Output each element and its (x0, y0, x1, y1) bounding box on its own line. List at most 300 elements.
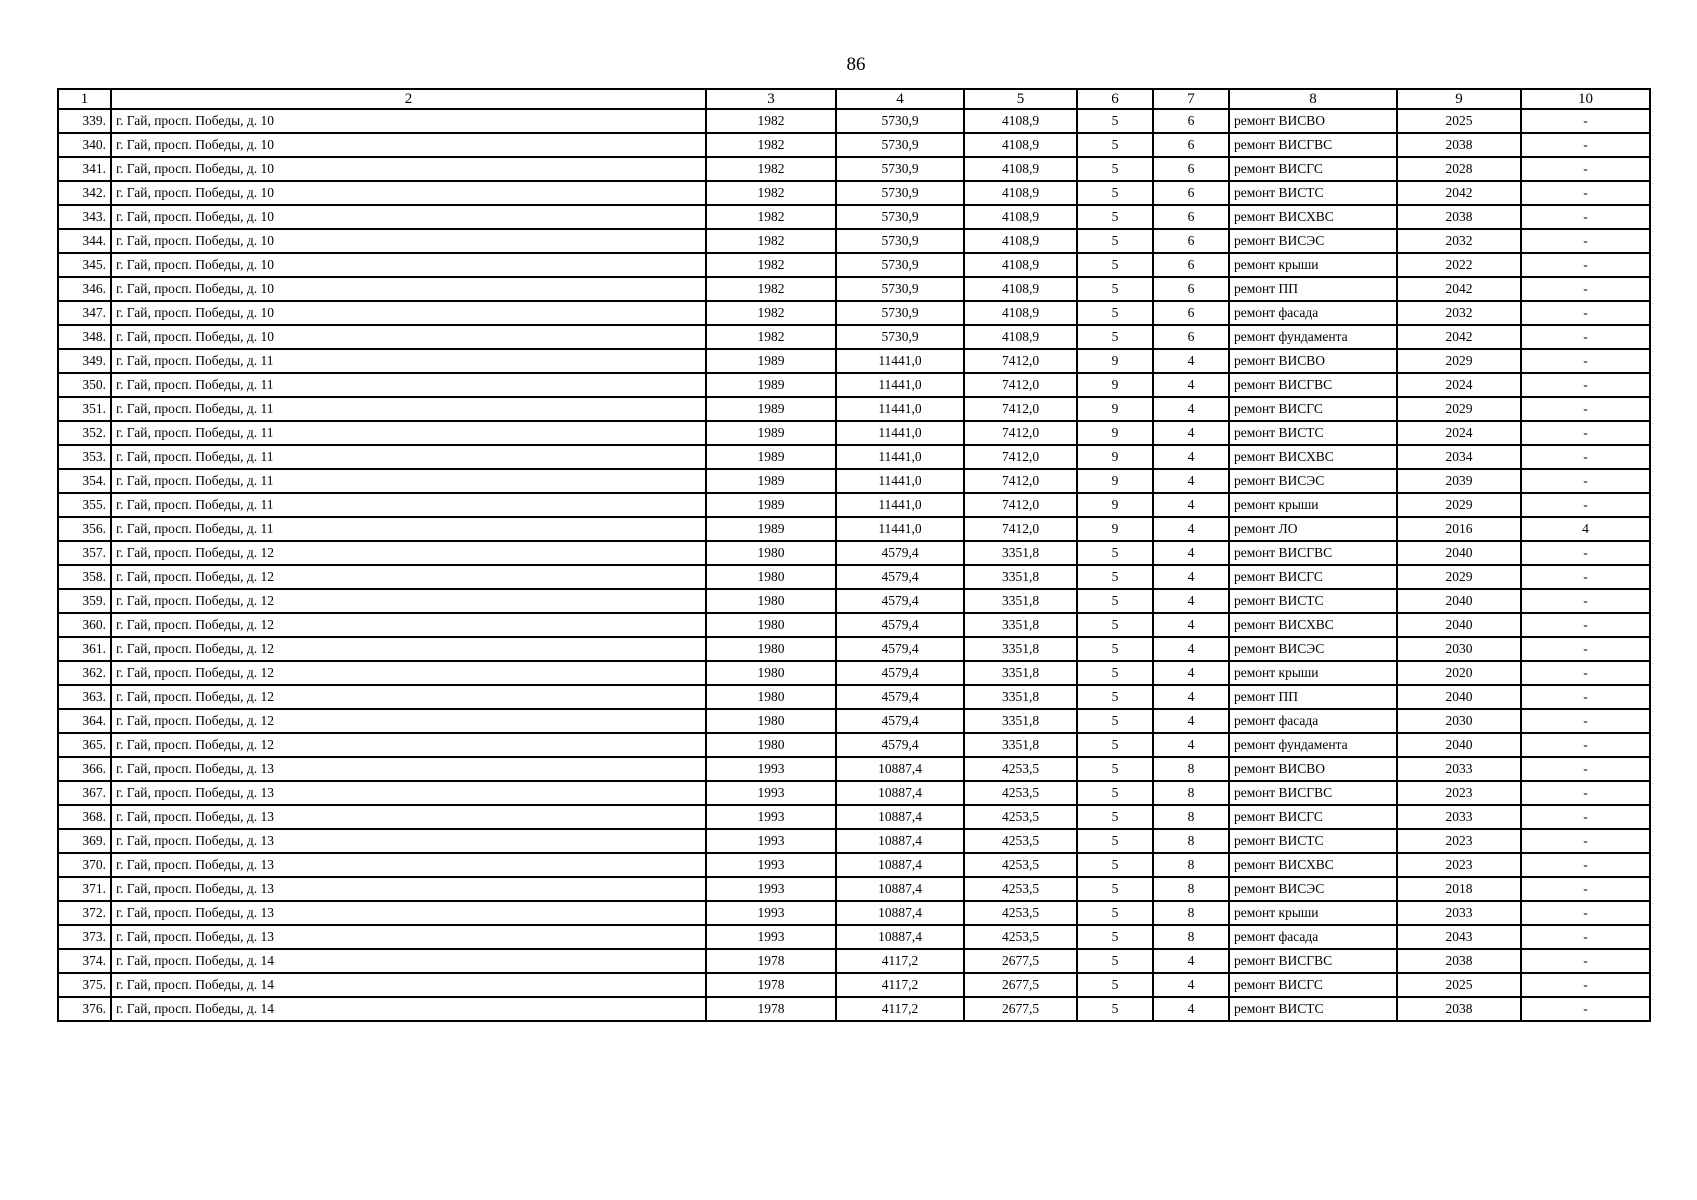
entrances-cell: 4 (1153, 469, 1229, 493)
work-type-cell: ремонт ЛО (1229, 517, 1397, 541)
living-area-cell: 7412,0 (964, 517, 1077, 541)
living-area-cell: 3351,8 (964, 661, 1077, 685)
entrances-cell: 4 (1153, 949, 1229, 973)
page-number: 86 (846, 54, 866, 75)
work-type-cell: ремонт ВИСТС (1229, 421, 1397, 445)
planned-year-cell: 2038 (1397, 949, 1521, 973)
living-area-cell: 2677,5 (964, 949, 1077, 973)
address-cell: г. Гай, просп. Победы, д. 14 (111, 973, 706, 997)
floors-cell: 5 (1077, 205, 1153, 229)
planned-year-cell: 2030 (1397, 709, 1521, 733)
work-type-cell: ремонт крыши (1229, 661, 1397, 685)
column-header: 5 (964, 89, 1077, 109)
living-area-cell: 3351,8 (964, 733, 1077, 757)
table-row (58, 541, 1650, 565)
note-cell: - (1521, 757, 1650, 781)
living-area-cell: 4108,9 (964, 253, 1077, 277)
total-area-cell: 10887,4 (836, 901, 964, 925)
planned-year-cell: 2032 (1397, 301, 1521, 325)
total-area-cell: 5730,9 (836, 157, 964, 181)
total-area-cell: 4579,4 (836, 613, 964, 637)
row-number-cell: 351. (58, 397, 111, 421)
work-type-cell: ремонт фасада (1229, 301, 1397, 325)
total-area-cell: 11441,0 (836, 421, 964, 445)
total-area-cell: 4117,2 (836, 973, 964, 997)
row-number-cell: 375. (58, 973, 111, 997)
column-header: 3 (706, 89, 836, 109)
entrances-cell: 4 (1153, 973, 1229, 997)
living-area-cell: 7412,0 (964, 469, 1077, 493)
row-number-cell: 368. (58, 805, 111, 829)
address-cell: г. Гай, просп. Победы, д. 10 (111, 205, 706, 229)
total-area-cell: 4579,4 (836, 685, 964, 709)
row-number-cell: 370. (58, 853, 111, 877)
row-number-cell: 340. (58, 133, 111, 157)
entrances-cell: 8 (1153, 901, 1229, 925)
entrances-cell: 4 (1153, 493, 1229, 517)
year-cell: 1978 (706, 997, 836, 1021)
address-cell: г. Гай, просп. Победы, д. 11 (111, 421, 706, 445)
row-number-cell: 354. (58, 469, 111, 493)
row-number-cell: 356. (58, 517, 111, 541)
planned-year-cell: 2029 (1397, 397, 1521, 421)
work-type-cell: ремонт фундамента (1229, 733, 1397, 757)
note-cell: - (1521, 469, 1650, 493)
note-cell: - (1521, 109, 1650, 133)
address-cell: г. Гай, просп. Победы, д. 12 (111, 565, 706, 589)
table-row (58, 685, 1650, 709)
work-type-cell: ремонт ВИСВО (1229, 109, 1397, 133)
living-area-cell: 2677,5 (964, 997, 1077, 1021)
note-cell: - (1521, 277, 1650, 301)
entrances-cell: 8 (1153, 781, 1229, 805)
living-area-cell: 4253,5 (964, 853, 1077, 877)
living-area-cell: 4108,9 (964, 133, 1077, 157)
address-cell: г. Гай, просп. Победы, д. 12 (111, 589, 706, 613)
planned-year-cell: 2034 (1397, 445, 1521, 469)
floors-cell: 5 (1077, 565, 1153, 589)
floors-cell: 5 (1077, 877, 1153, 901)
planned-year-cell: 2025 (1397, 973, 1521, 997)
total-area-cell: 10887,4 (836, 829, 964, 853)
entrances-cell: 6 (1153, 133, 1229, 157)
table-row (58, 229, 1650, 253)
total-area-cell: 11441,0 (836, 493, 964, 517)
work-type-cell: ремонт ВИСВО (1229, 349, 1397, 373)
year-cell: 1982 (706, 301, 836, 325)
work-type-cell: ремонт ВИСГВС (1229, 781, 1397, 805)
address-cell: г. Гай, просп. Победы, д. 10 (111, 301, 706, 325)
year-cell: 1982 (706, 181, 836, 205)
entrances-cell: 4 (1153, 709, 1229, 733)
work-type-cell: ремонт фасада (1229, 709, 1397, 733)
work-type-cell: ремонт ПП (1229, 277, 1397, 301)
year-cell: 1982 (706, 253, 836, 277)
year-cell: 1980 (706, 541, 836, 565)
living-area-cell: 4108,9 (964, 205, 1077, 229)
planned-year-cell: 2040 (1397, 685, 1521, 709)
total-area-cell: 4579,4 (836, 541, 964, 565)
total-area-cell: 11441,0 (836, 469, 964, 493)
table-row (58, 205, 1650, 229)
address-cell: г. Гай, просп. Победы, д. 10 (111, 325, 706, 349)
work-type-cell: ремонт ВИСХВС (1229, 853, 1397, 877)
address-cell: г. Гай, просп. Победы, д. 13 (111, 829, 706, 853)
year-cell: 1980 (706, 637, 836, 661)
year-cell: 1982 (706, 109, 836, 133)
note-cell: - (1521, 493, 1650, 517)
note-cell: - (1521, 613, 1650, 637)
address-cell: г. Гай, просп. Победы, д. 13 (111, 805, 706, 829)
year-cell: 1989 (706, 517, 836, 541)
year-cell: 1993 (706, 781, 836, 805)
floors-cell: 5 (1077, 301, 1153, 325)
work-type-cell: ремонт ВИСХВС (1229, 613, 1397, 637)
total-area-cell: 5730,9 (836, 301, 964, 325)
work-type-cell: ремонт ВИСГС (1229, 397, 1397, 421)
column-header: 8 (1229, 89, 1397, 109)
entrances-cell: 8 (1153, 925, 1229, 949)
planned-year-cell: 2029 (1397, 565, 1521, 589)
living-area-cell: 7412,0 (964, 493, 1077, 517)
row-number-cell: 369. (58, 829, 111, 853)
year-cell: 1980 (706, 589, 836, 613)
address-cell: г. Гай, просп. Победы, д. 10 (111, 157, 706, 181)
column-header: 7 (1153, 89, 1229, 109)
total-area-cell: 5730,9 (836, 109, 964, 133)
row-number-cell: 365. (58, 733, 111, 757)
work-type-cell: ремонт ВИСГС (1229, 157, 1397, 181)
floors-cell: 5 (1077, 637, 1153, 661)
work-type-cell: ремонт крыши (1229, 493, 1397, 517)
address-cell: г. Гай, просп. Победы, д. 10 (111, 277, 706, 301)
entrances-cell: 4 (1153, 613, 1229, 637)
floors-cell: 5 (1077, 949, 1153, 973)
total-area-cell: 10887,4 (836, 781, 964, 805)
work-type-cell: ремонт ВИСГС (1229, 973, 1397, 997)
entrances-cell: 6 (1153, 109, 1229, 133)
address-cell: г. Гай, просп. Победы, д. 11 (111, 493, 706, 517)
entrances-cell: 4 (1153, 541, 1229, 565)
address-cell: г. Гай, просп. Победы, д. 12 (111, 733, 706, 757)
living-area-cell: 4108,9 (964, 325, 1077, 349)
living-area-cell: 4108,9 (964, 229, 1077, 253)
planned-year-cell: 2040 (1397, 733, 1521, 757)
note-cell: - (1521, 781, 1650, 805)
year-cell: 1982 (706, 325, 836, 349)
planned-year-cell: 2040 (1397, 541, 1521, 565)
table-row (58, 181, 1650, 205)
year-cell: 1989 (706, 397, 836, 421)
entrances-cell: 4 (1153, 733, 1229, 757)
living-area-cell: 3351,8 (964, 541, 1077, 565)
planned-year-cell: 2040 (1397, 589, 1521, 613)
table-row (58, 637, 1650, 661)
total-area-cell: 11441,0 (836, 349, 964, 373)
floors-cell: 5 (1077, 685, 1153, 709)
work-type-cell: ремонт ВИСЭС (1229, 229, 1397, 253)
floors-cell: 5 (1077, 589, 1153, 613)
year-cell: 1982 (706, 157, 836, 181)
work-type-cell: ремонт ВИСЭС (1229, 877, 1397, 901)
floors-cell: 5 (1077, 277, 1153, 301)
row-number-cell: 362. (58, 661, 111, 685)
table-row (58, 493, 1650, 517)
row-number-cell: 374. (58, 949, 111, 973)
living-area-cell: 3351,8 (964, 565, 1077, 589)
planned-year-cell: 2029 (1397, 493, 1521, 517)
note-cell: - (1521, 565, 1650, 589)
row-number-cell: 343. (58, 205, 111, 229)
work-type-cell: ремонт ВИСВО (1229, 757, 1397, 781)
table-row (58, 277, 1650, 301)
address-cell: г. Гай, просп. Победы, д. 11 (111, 349, 706, 373)
planned-year-cell: 2042 (1397, 325, 1521, 349)
year-cell: 1989 (706, 373, 836, 397)
floors-cell: 5 (1077, 997, 1153, 1021)
address-cell: г. Гай, просп. Победы, д. 10 (111, 133, 706, 157)
work-type-cell: ремонт ВИСГВС (1229, 541, 1397, 565)
note-cell: - (1521, 853, 1650, 877)
total-area-cell: 5730,9 (836, 133, 964, 157)
table-row (58, 853, 1650, 877)
living-area-cell: 4108,9 (964, 157, 1077, 181)
row-number-cell: 372. (58, 901, 111, 925)
work-type-cell: ремонт ВИСТС (1229, 997, 1397, 1021)
living-area-cell: 4253,5 (964, 781, 1077, 805)
year-cell: 1993 (706, 805, 836, 829)
work-type-cell: ремонт ВИСГС (1229, 805, 1397, 829)
work-type-cell: ремонт ВИСГВС (1229, 373, 1397, 397)
year-cell: 1993 (706, 757, 836, 781)
address-cell: г. Гай, просп. Победы, д. 13 (111, 925, 706, 949)
year-cell: 1980 (706, 733, 836, 757)
entrances-cell: 8 (1153, 853, 1229, 877)
column-header: 6 (1077, 89, 1153, 109)
row-number-cell: 339. (58, 109, 111, 133)
floors-cell: 5 (1077, 181, 1153, 205)
planned-year-cell: 2016 (1397, 517, 1521, 541)
planned-year-cell: 2023 (1397, 853, 1521, 877)
work-type-cell: ремонт ПП (1229, 685, 1397, 709)
floors-cell: 5 (1077, 901, 1153, 925)
total-area-cell: 11441,0 (836, 445, 964, 469)
total-area-cell: 4579,4 (836, 733, 964, 757)
table-row (58, 925, 1650, 949)
work-type-cell: ремонт ВИСГВС (1229, 133, 1397, 157)
table-body (58, 109, 1650, 1021)
year-cell: 1993 (706, 853, 836, 877)
total-area-cell: 11441,0 (836, 397, 964, 421)
floors-cell: 5 (1077, 661, 1153, 685)
entrances-cell: 6 (1153, 181, 1229, 205)
living-area-cell: 3351,8 (964, 613, 1077, 637)
table-row (58, 781, 1650, 805)
floors-cell: 5 (1077, 709, 1153, 733)
entrances-cell: 6 (1153, 277, 1229, 301)
total-area-cell: 4579,4 (836, 661, 964, 685)
address-cell: г. Гай, просп. Победы, д. 11 (111, 517, 706, 541)
planned-year-cell: 2042 (1397, 277, 1521, 301)
floors-cell: 9 (1077, 445, 1153, 469)
row-number-cell: 350. (58, 373, 111, 397)
note-cell: - (1521, 541, 1650, 565)
table-row (58, 421, 1650, 445)
note-cell: - (1521, 373, 1650, 397)
floors-cell: 5 (1077, 973, 1153, 997)
work-type-cell: ремонт ВИСТС (1229, 181, 1397, 205)
living-area-cell: 4108,9 (964, 109, 1077, 133)
year-cell: 1980 (706, 565, 836, 589)
note-cell: - (1521, 253, 1650, 277)
planned-year-cell: 2025 (1397, 109, 1521, 133)
table-row (58, 949, 1650, 973)
address-cell: г. Гай, просп. Победы, д. 11 (111, 445, 706, 469)
total-area-cell: 4117,2 (836, 997, 964, 1021)
floors-cell: 5 (1077, 325, 1153, 349)
table-row (58, 757, 1650, 781)
entrances-cell: 8 (1153, 877, 1229, 901)
note-cell: - (1521, 997, 1650, 1021)
living-area-cell: 4108,9 (964, 181, 1077, 205)
living-area-cell: 7412,0 (964, 397, 1077, 421)
repair-schedule-table (57, 88, 1651, 1022)
header-row (58, 89, 1650, 109)
living-area-cell: 2677,5 (964, 973, 1077, 997)
work-type-cell: ремонт ВИСЭС (1229, 637, 1397, 661)
row-number-cell: 373. (58, 925, 111, 949)
entrances-cell: 6 (1153, 325, 1229, 349)
address-cell: г. Гай, просп. Победы, д. 13 (111, 781, 706, 805)
total-area-cell: 10887,4 (836, 925, 964, 949)
row-number-cell: 361. (58, 637, 111, 661)
year-cell: 1978 (706, 949, 836, 973)
column-header: 4 (836, 89, 964, 109)
work-type-cell: ремонт фундамента (1229, 325, 1397, 349)
work-type-cell: ремонт ВИСЭС (1229, 469, 1397, 493)
address-cell: г. Гай, просп. Победы, д. 12 (111, 541, 706, 565)
total-area-cell: 4579,4 (836, 589, 964, 613)
floors-cell: 5 (1077, 757, 1153, 781)
entrances-cell: 8 (1153, 805, 1229, 829)
floors-cell: 5 (1077, 133, 1153, 157)
entrances-cell: 4 (1153, 565, 1229, 589)
total-area-cell: 5730,9 (836, 205, 964, 229)
note-cell: - (1521, 733, 1650, 757)
living-area-cell: 7412,0 (964, 421, 1077, 445)
table-row (58, 469, 1650, 493)
note-cell: - (1521, 901, 1650, 925)
planned-year-cell: 2024 (1397, 421, 1521, 445)
table-row (58, 349, 1650, 373)
table-row (58, 997, 1650, 1021)
planned-year-cell: 2020 (1397, 661, 1521, 685)
entrances-cell: 6 (1153, 253, 1229, 277)
address-cell: г. Гай, просп. Победы, д. 11 (111, 469, 706, 493)
living-area-cell: 7412,0 (964, 373, 1077, 397)
living-area-cell: 3351,8 (964, 685, 1077, 709)
floors-cell: 5 (1077, 829, 1153, 853)
total-area-cell: 4117,2 (836, 949, 964, 973)
year-cell: 1989 (706, 469, 836, 493)
address-cell: г. Гай, просп. Победы, д. 12 (111, 637, 706, 661)
table-row (58, 877, 1650, 901)
floors-cell: 5 (1077, 925, 1153, 949)
entrances-cell: 4 (1153, 445, 1229, 469)
note-cell: - (1521, 157, 1650, 181)
floors-cell: 5 (1077, 253, 1153, 277)
table-row (58, 397, 1650, 421)
note-cell: - (1521, 661, 1650, 685)
entrances-cell: 4 (1153, 637, 1229, 661)
planned-year-cell: 2032 (1397, 229, 1521, 253)
floors-cell: 5 (1077, 229, 1153, 253)
address-cell: г. Гай, просп. Победы, д. 12 (111, 685, 706, 709)
table-row (58, 589, 1650, 613)
entrances-cell: 6 (1153, 205, 1229, 229)
row-number-cell: 344. (58, 229, 111, 253)
note-cell: - (1521, 181, 1650, 205)
floors-cell: 9 (1077, 493, 1153, 517)
row-number-cell: 357. (58, 541, 111, 565)
row-number-cell: 359. (58, 589, 111, 613)
total-area-cell: 4579,4 (836, 637, 964, 661)
address-cell: г. Гай, просп. Победы, д. 10 (111, 253, 706, 277)
total-area-cell: 4579,4 (836, 565, 964, 589)
year-cell: 1982 (706, 205, 836, 229)
year-cell: 1993 (706, 829, 836, 853)
planned-year-cell: 2039 (1397, 469, 1521, 493)
note-cell: - (1521, 637, 1650, 661)
address-cell: г. Гай, просп. Победы, д. 12 (111, 661, 706, 685)
note-cell: - (1521, 685, 1650, 709)
note-cell: - (1521, 397, 1650, 421)
year-cell: 1989 (706, 349, 836, 373)
total-area-cell: 11441,0 (836, 517, 964, 541)
row-number-cell: 358. (58, 565, 111, 589)
living-area-cell: 7412,0 (964, 445, 1077, 469)
work-type-cell: ремонт крыши (1229, 901, 1397, 925)
floors-cell: 9 (1077, 421, 1153, 445)
total-area-cell: 5730,9 (836, 253, 964, 277)
row-number-cell: 367. (58, 781, 111, 805)
address-cell: г. Гай, просп. Победы, д. 11 (111, 397, 706, 421)
living-area-cell: 4253,5 (964, 757, 1077, 781)
table-row (58, 517, 1650, 541)
table-row (58, 445, 1650, 469)
entrances-cell: 4 (1153, 517, 1229, 541)
living-area-cell: 7412,0 (964, 349, 1077, 373)
total-area-cell: 10887,4 (836, 853, 964, 877)
table-row (58, 973, 1650, 997)
total-area-cell: 10887,4 (836, 757, 964, 781)
planned-year-cell: 2040 (1397, 613, 1521, 637)
address-cell: г. Гай, просп. Победы, д. 13 (111, 901, 706, 925)
living-area-cell: 4108,9 (964, 301, 1077, 325)
entrances-cell: 8 (1153, 829, 1229, 853)
entrances-cell: 4 (1153, 421, 1229, 445)
address-cell: г. Гай, просп. Победы, д. 10 (111, 181, 706, 205)
planned-year-cell: 2038 (1397, 205, 1521, 229)
row-number-cell: 345. (58, 253, 111, 277)
address-cell: г. Гай, просп. Победы, д. 13 (111, 757, 706, 781)
work-type-cell: ремонт крыши (1229, 253, 1397, 277)
living-area-cell: 4253,5 (964, 877, 1077, 901)
table-row (58, 133, 1650, 157)
floors-cell: 5 (1077, 853, 1153, 877)
work-type-cell: ремонт ВИСХВС (1229, 205, 1397, 229)
address-cell: г. Гай, просп. Победы, д. 12 (111, 709, 706, 733)
